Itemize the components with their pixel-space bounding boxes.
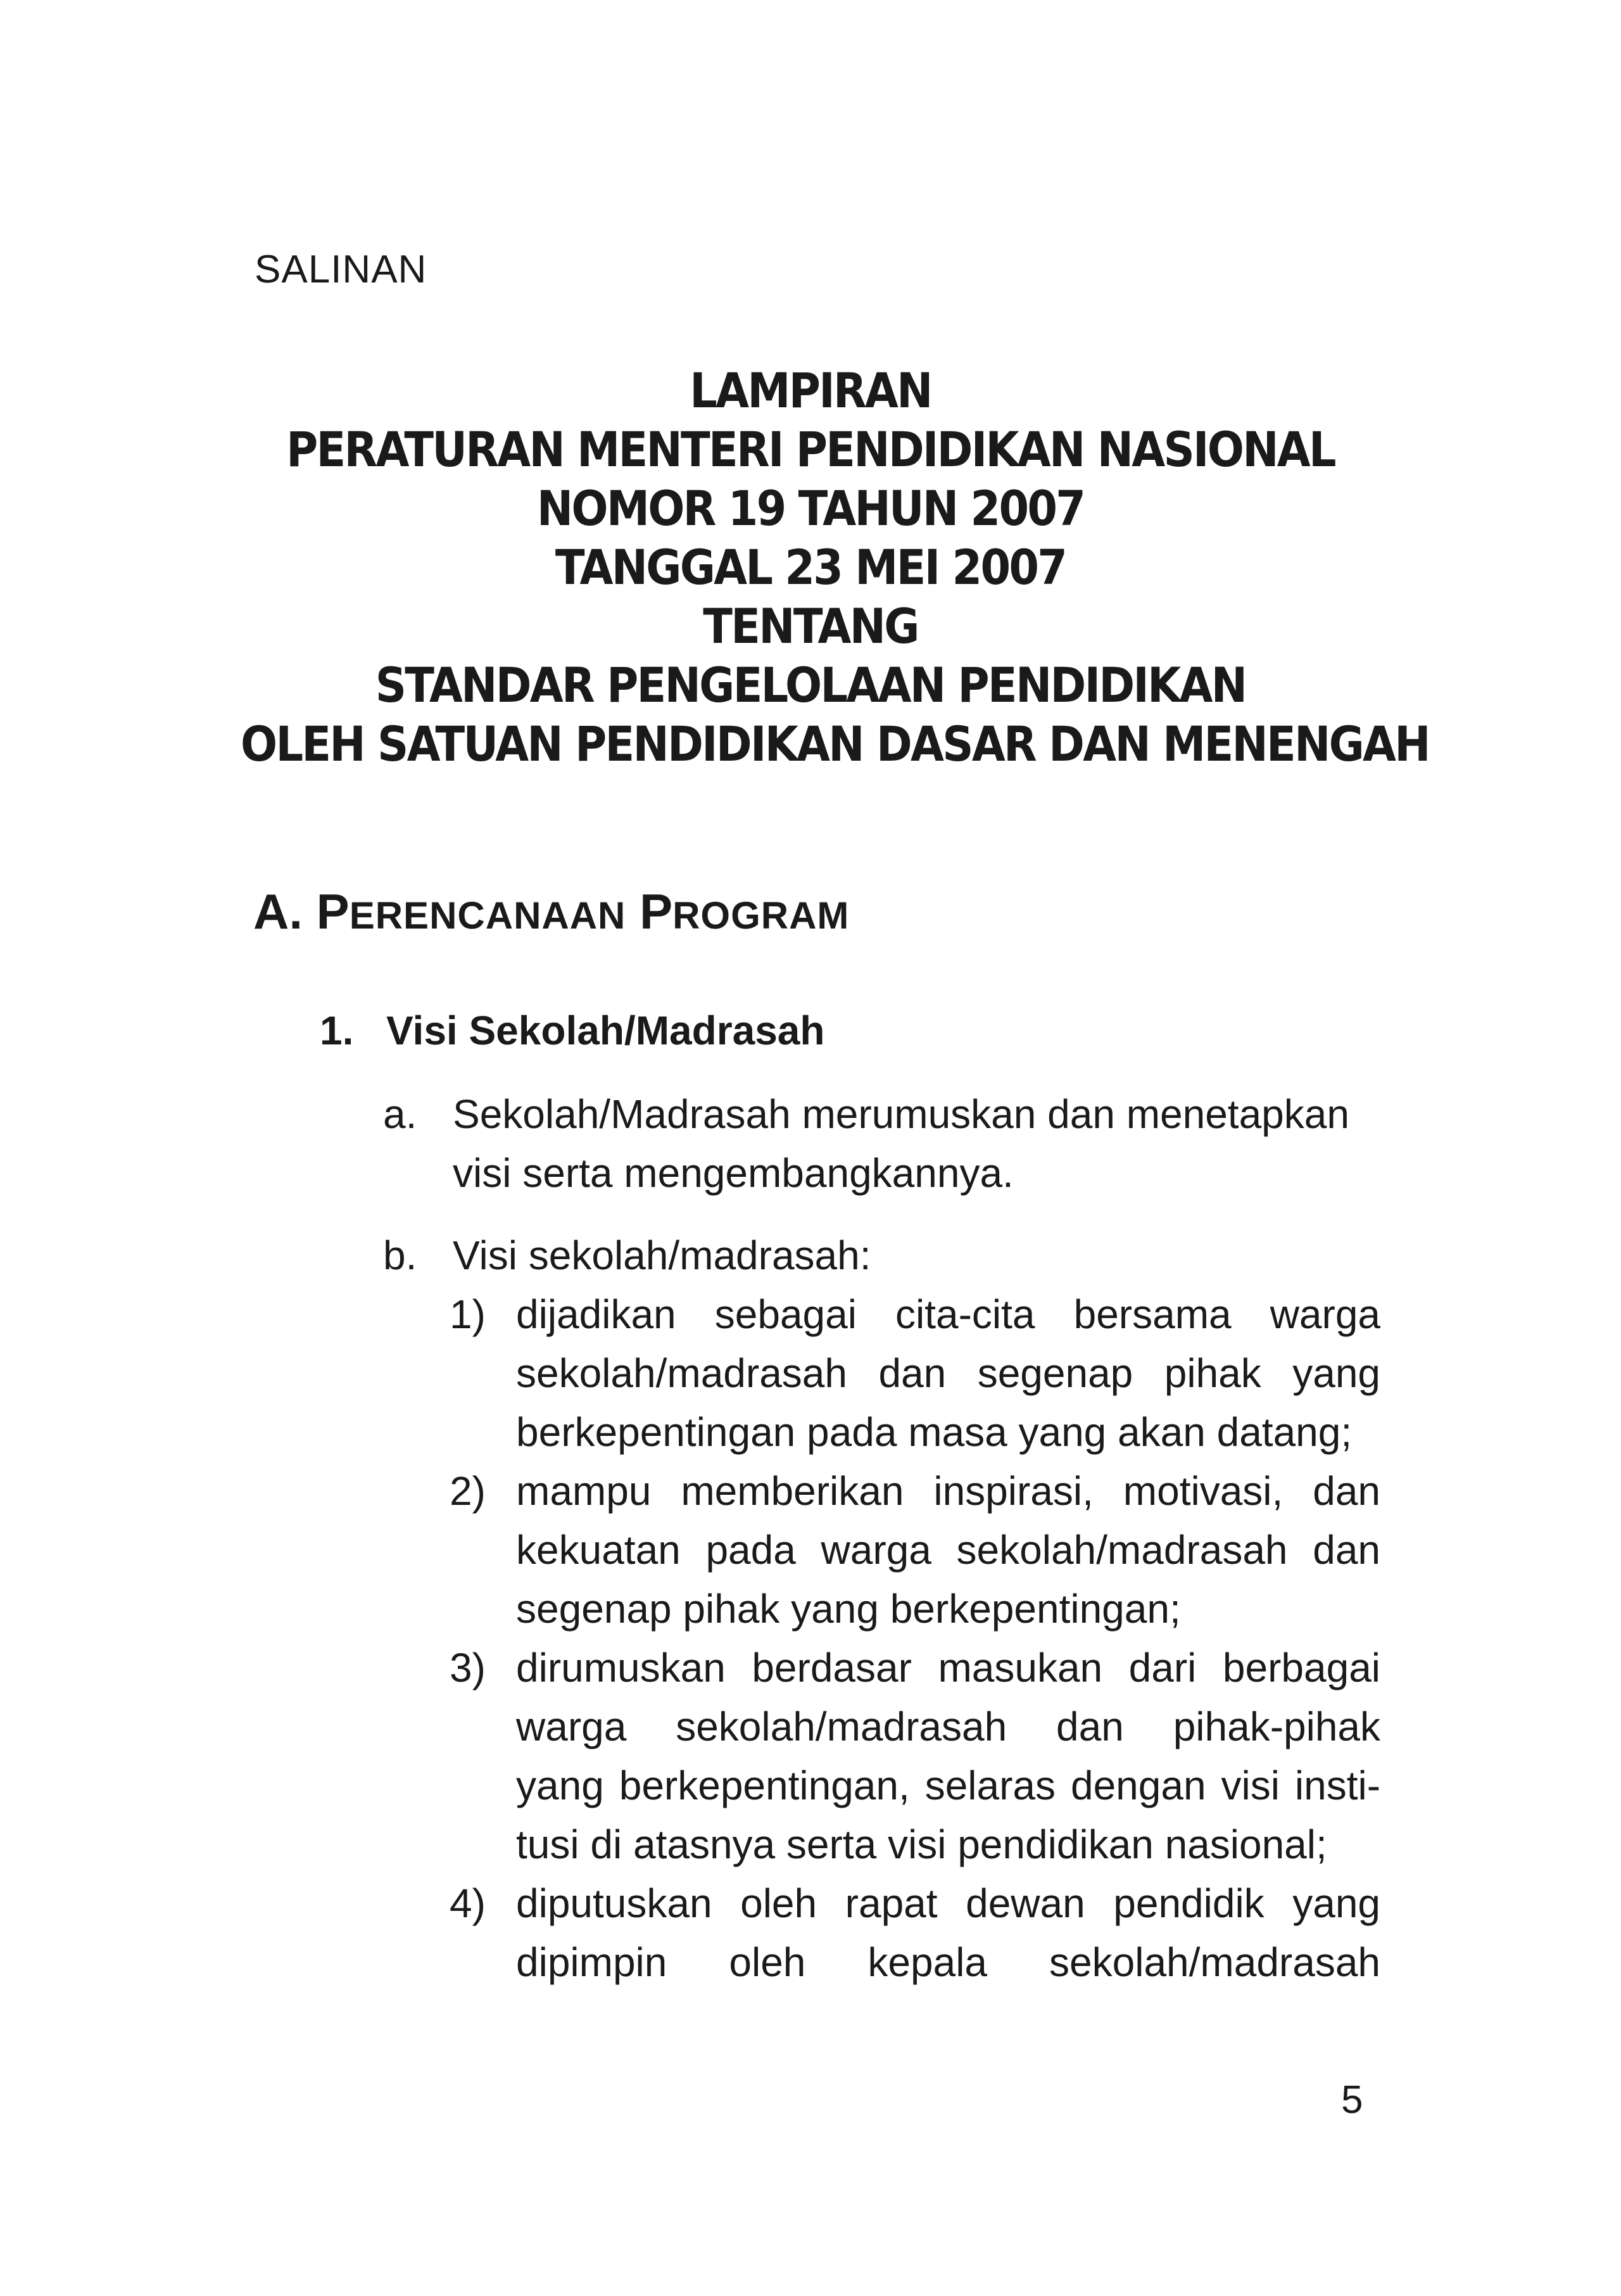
section-word-2: [640, 884, 849, 939]
document-title: [241, 361, 1429, 773]
title-line-subject-1: STANDAR PENGELOLAAN PENDIDIKAN: [375, 657, 1246, 713]
section-word-1-initial: P: [316, 884, 350, 939]
title-line-date: TANGGAL 23 MEI 2007: [555, 539, 1066, 595]
numbered-item-1: [450, 1285, 1380, 1462]
section-word-2-initial: P: [640, 884, 673, 939]
salinan-label: SALINAN: [255, 248, 427, 291]
numbered-item-2-content: [516, 1462, 1380, 1639]
list-item-a-line-2: visi serta mengembangkannya.: [453, 1150, 1014, 1196]
numbered-item-3: [450, 1639, 1380, 1874]
numbered-item-2-line-3: segenap pihak yang berkepentingan;: [516, 1586, 1181, 1632]
numbered-item-2-line-1: mampu memberikan inspirasi, motivasi, dan: [516, 1468, 1380, 1514]
list-marker-b: b.: [383, 1233, 417, 1278]
numbered-item-4-line-2: dipimpin oleh kepala sekolah/madrasah: [516, 1939, 1380, 1985]
list-item-a: [383, 1085, 1377, 1203]
numbered-item-1-line-3: berkepentingan pada masa yang akan datang;: [516, 1409, 1353, 1455]
subsection-heading: [320, 1010, 824, 1051]
list-item-a-line-1: Sekolah/Madrasah merumuskan dan menetapkan: [453, 1091, 1349, 1137]
numbered-item-1-line-1: dijadikan sebagai cita-cita bersama warga: [516, 1291, 1380, 1337]
section-word-1: [317, 884, 626, 939]
numbered-item-3-line-2: warga sekolah/madrasah dan pihak-pihak: [516, 1704, 1380, 1749]
numbered-item-2-line-2: kekuatan pada warga sekolah/madrasah dan: [516, 1527, 1380, 1573]
page-number: 5: [1341, 2078, 1363, 2122]
title-line-subject-2: OLEH SATUAN PENDIDIKAN DASAR DAN MENENGAH: [241, 716, 1429, 772]
numbered-item-3-line-1: dirumuskan berdasar masukan dari berbagai: [516, 1645, 1380, 1690]
numbered-item-2: [450, 1462, 1380, 1639]
numbered-item-3-content: [516, 1639, 1380, 1874]
numbered-marker-4: 4): [450, 1881, 486, 1926]
list-item-b-line-1: Visi sekolah/madrasah:: [453, 1233, 871, 1278]
numbered-marker-3: 3): [450, 1645, 486, 1690]
list-marker-a: a.: [383, 1091, 417, 1137]
numbered-item-4: [450, 1874, 1380, 1992]
numbered-marker-1: 1): [450, 1291, 486, 1337]
numbered-list: [450, 1285, 1380, 1992]
numbered-item-3-line-4: tusi di atasnya serta visi pendidikan nasional;: [516, 1822, 1327, 1867]
subsection-number: 1.: [320, 1008, 354, 1053]
title-line-tentang: TENTANG: [703, 598, 918, 654]
numbered-item-3-line-3: yang berkepentingan, selaras dengan visi insti-: [516, 1763, 1380, 1808]
section-word-1-rest: ERENCANAAN: [349, 894, 626, 937]
list-item-b-content: [453, 1226, 1377, 1285]
title-line-regulation: PERATURAN MENTERI PENDIDIKAN NASIONAL: [286, 421, 1335, 478]
numbered-item-4-line-1: diputuskan oleh rapat dewan pendidik yang: [516, 1881, 1380, 1926]
list-item-a-content: [453, 1085, 1377, 1203]
subsection-title: Visi Sekolah/Madrasah: [386, 1008, 825, 1053]
numbered-item-4-content: [516, 1874, 1380, 1992]
numbered-item-1-line-2: sekolah/madrasah dan segenap pihak yang: [516, 1350, 1380, 1396]
section-word-2-rest: ROGRAM: [672, 894, 850, 937]
title-line-number: NOMOR 19 TAHUN 2007: [536, 480, 1085, 536]
section-letter: A.: [253, 884, 303, 939]
list-item-b: [383, 1226, 1377, 1285]
title-line-lampiran: LAMPIRAN: [690, 362, 931, 419]
numbered-marker-2: 2): [450, 1468, 486, 1514]
numbered-item-1-content: [516, 1285, 1380, 1462]
section-heading: [253, 884, 850, 939]
